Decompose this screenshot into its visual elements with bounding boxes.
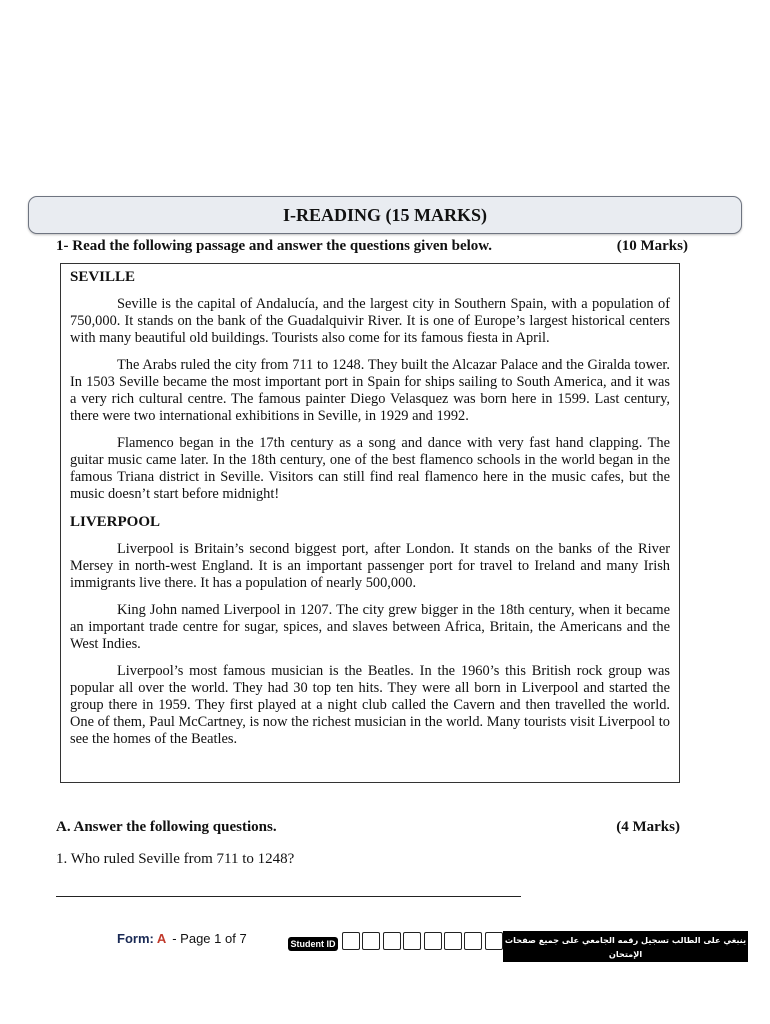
page-number: - Page 1 of 7 bbox=[172, 931, 247, 946]
student-id-digit-box[interactable] bbox=[444, 932, 462, 950]
arabic-note-line-1: ينبغي على الطالب تسجيل رقمه الجامعي على جميع صفحات الإمتحان bbox=[504, 935, 747, 959]
question-1-instruction: 1- Read the following passage and answer the questions given below. bbox=[56, 238, 493, 254]
seville-paragraph-3: Flamenco began in the 17th century as a song and dance with very fast hand clapping. The guitar music came later. In the 18th century, one of the best flamenco schools in the world began in the famous Triana district in Seville. Visitors can still find real flamenco here in the music cafes, but the music doesn’t start before midnight! bbox=[70, 435, 670, 502]
liverpool-paragraph-3: Liverpool’s most famous musician is the Beatles. In the 1960’s this British rock group was popular all over the world. They had 30 top ten hits. They were all born in Liverpool and started the group there in 1959. They first played at a night club called the Cavern and then travelled the world. One of them, Paul McCartney, is now the richest musician in the world. Many tourists visit Liverpool to see the homes of the Beatles. bbox=[70, 663, 670, 747]
student-id-boxes bbox=[342, 932, 505, 950]
reading-passage-box bbox=[60, 263, 680, 783]
liverpool-heading: LIVERPOOL bbox=[70, 514, 161, 530]
student-id-digit-box[interactable] bbox=[424, 932, 442, 950]
seville-paragraph-2: The Arabs ruled the city from 711 to 1248. They built the Alcazar Palace and the Giralda tower. In 1503 Seville became the most important port in Spain for ships sailing to South America, and it was a very rich cultural centre. The famous painter Diego Velasquez was born here in 1599. Last century, there were two international exhibitions in Seville, in 1929 and 1992. bbox=[70, 357, 670, 424]
seville-heading: SEVILLE bbox=[70, 269, 136, 285]
part-a-header bbox=[56, 819, 680, 836]
section-title-banner bbox=[28, 196, 742, 234]
seville-paragraph-1: Seville is the capital of Andalucía, and the largest city in Southern Spain, with a population of 750,000. It stands on the bank of the Guadalquivir River. It is one of Europe’s largest historical centers with many beautiful old buildings. Tourists also come for its famous fiesta in April. bbox=[70, 296, 670, 346]
question-a-1: 1. Who ruled Seville from 711 to 1248? bbox=[56, 851, 295, 867]
form-label: Form: bbox=[117, 931, 154, 946]
student-id-digit-box[interactable] bbox=[485, 932, 503, 950]
section-title: I-READING (15 MARKS) bbox=[283, 204, 487, 225]
arabic-instruction-note bbox=[503, 931, 748, 987]
arabic-note-line-2: والتأكد من حصوله على جميع الصفحات من خلال تفقد ترقيم الصفحات bbox=[504, 963, 747, 987]
student-id-digit-box[interactable] bbox=[383, 932, 401, 950]
student-id-label: Student ID bbox=[288, 937, 338, 951]
part-a-marks: (4 Marks) bbox=[616, 819, 680, 835]
question-1-header bbox=[56, 238, 688, 255]
part-a-instruction: A. Answer the following questions. bbox=[56, 819, 277, 835]
question-1-marks: (10 Marks) bbox=[616, 238, 688, 254]
student-id-digit-box[interactable] bbox=[362, 932, 380, 950]
student-id-digit-box[interactable] bbox=[403, 932, 421, 950]
form-page-info bbox=[117, 931, 247, 946]
liverpool-paragraph-1: Liverpool is Britain’s second biggest port, after London. It stands on the banks of the River Mersey in north-west England. It is an important passenger port for travel to Ireland and many Irish immigrants live there. It has a population of nearly 500,000. bbox=[70, 541, 670, 591]
answer-line[interactable] bbox=[56, 896, 521, 897]
liverpool-paragraph-2: King John named Liverpool in 1207. The city grew bigger in the 18th century, when it became an important trade centre for sugar, spices, and slaves between Africa, Britain, the Americans and the West Indies. bbox=[70, 602, 670, 652]
student-id-digit-box[interactable] bbox=[464, 932, 482, 950]
form-value: A bbox=[156, 931, 167, 946]
student-id-digit-box[interactable] bbox=[342, 932, 360, 950]
